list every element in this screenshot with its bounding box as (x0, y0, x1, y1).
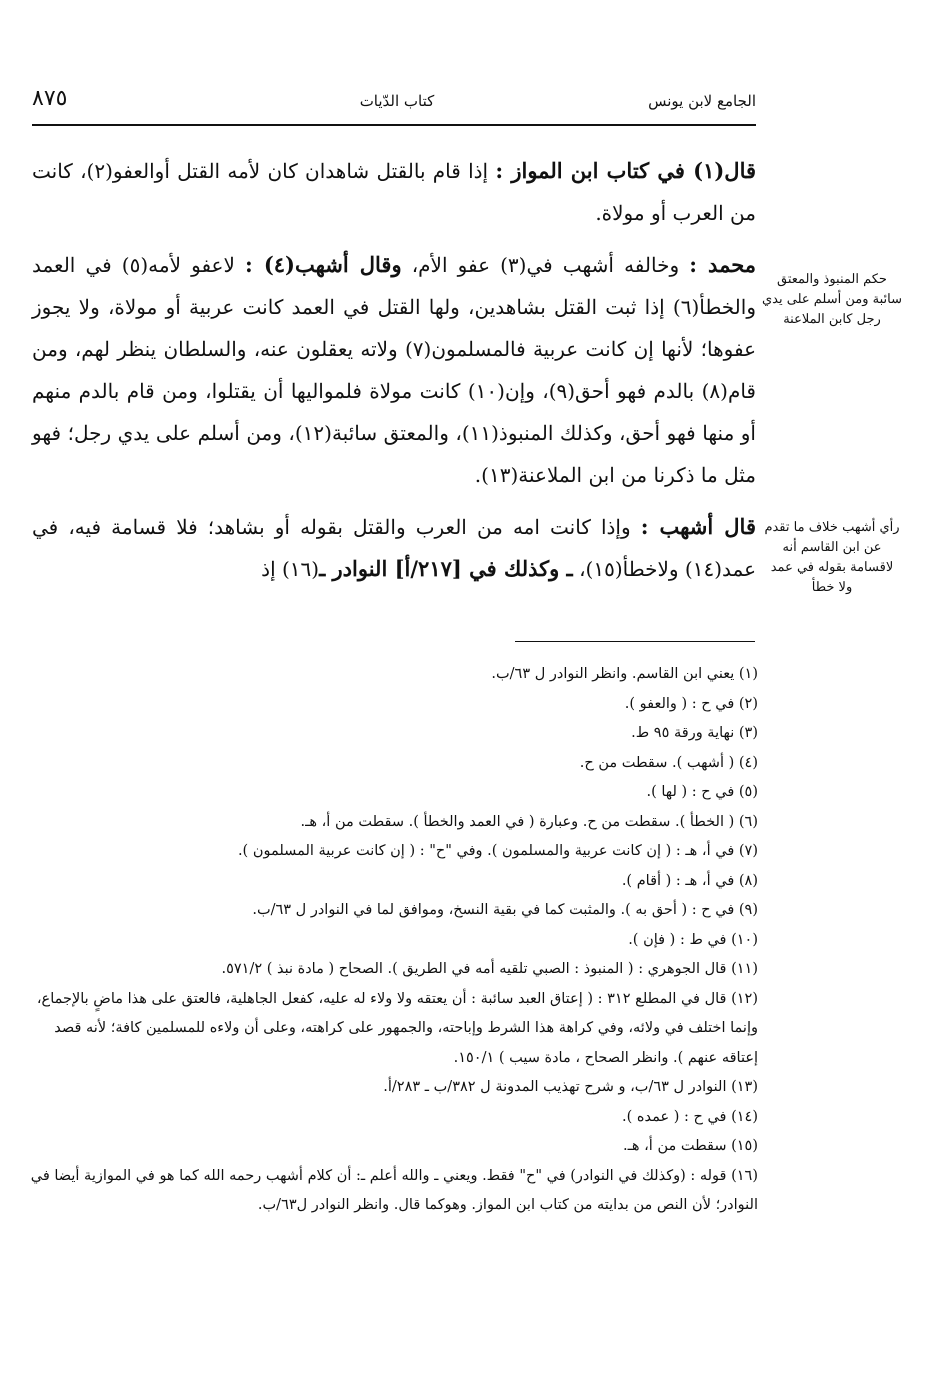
margin-note-1: حكم المنبوذ والمعتق سائبة ومن أسلم على يدي رجل كابن الملاعنة (761, 272, 902, 327)
paragraph-2-text-2: لاعفو لأمه(٥) في العمد والخطأ(٦) إذا ثبت القتل بشاهدين، ولها القتل في العمد كانت عربية أو مولاة، ولا يجوز عفوها؛ لأنها إن كانت عربية فالمسلمون(٧) ولاته يعقلون عنه، والسلطان ينظر لهم، ومن قام(٨) بالدم فهو أحق(٩)، وإن(١٠) كانت مولاة فلمواليها أن يقتلوا، ومن قام بالدم منهم أو منها فهو أحق، وكذلك المنبوذ(١١)، والمعتق سائبة(١٢)، ومن أسلم على يدي رجل؛ فهو مثل ما ذكرنا من ابن الملاعنة(١٣). (32, 253, 757, 487)
paragraph-2-lead: محمد : (689, 252, 757, 277)
footnotes (28, 660, 758, 1221)
footnote: (٣) نهاية ورقة ٩٥ ط. (631, 725, 758, 741)
footnote: (٢) في ح : ( والعفو ). (624, 695, 758, 712)
footnote: (٨) في أ، هـ : ( أقام ). (621, 872, 758, 889)
footnote: (٧) في أ، هـ : ( إن كانت عربية والمسلمون ). وفي "ح" : ( إن كانت عربية المسلمون ). (237, 843, 758, 859)
footnote: (٤) ( أشهب ). سقطت من ح. (579, 754, 758, 771)
paragraph-3-text-2: (١٦) إذ (261, 557, 320, 581)
footnote: (١١) قال الجوهري : ( المنبوذ : الصبي تلقيه أمه في الطريق ). الصحاح ( مادة نبذ ) ٥٧١/٢. (221, 961, 758, 977)
paragraph-2-text-1: وخالفه أشهب في(٣) عفو الأم، (401, 253, 690, 277)
page-header (32, 86, 756, 122)
footnote-rule (515, 641, 755, 642)
paragraph-3 (32, 506, 756, 590)
paragraph-2-lead-2: وقال أشهب(٤) : (245, 252, 402, 277)
header-book-title: الجامع لابن يونس (648, 92, 756, 110)
footnote: (١٥) سقطت من أ، هـ. (623, 1138, 758, 1154)
paragraph-1-lead: قال(١) في كتاب ابن المواز : (495, 158, 757, 183)
footnote: (١٠) في ط : ( فإن ). (628, 931, 758, 948)
footnote: (١٤) في ح : ( عمده ). (622, 1108, 758, 1125)
paragraph-3-text-1: وإذا كانت امه من العرب والقتل بقوله أو بشاهد؛ فلا قسامة فيه، في عمد(١٤) ولاخطأ(١٥)، (32, 515, 756, 581)
paragraph-1 (32, 150, 756, 234)
header-chapter-title: كتاب الدّيات (359, 92, 435, 110)
margin-note-2: رأي أشهب خلاف ما تقدم عن ابن القاسم أنه لاقسامة بقوله في عمد ولا خطأ (764, 520, 900, 595)
footnote: (٦) ( الخطأ ). سقطت من ح. وعبارة ( في العمد والخطأ ). سقطت من أ، هـ. (300, 813, 758, 830)
footnote: (١٣) النوادر ل ٦٣/ب، و شرح تهذيب المدونة ل ٣٨٢/ب ـ ٢٨٣/أ. (383, 1079, 758, 1095)
main-text (32, 150, 756, 600)
paragraph-1-text: إذا قام بالقتل شاهدان كان لأمه القتل أوالعفو(٢)، كانت من العرب أو مولاة. (32, 159, 756, 225)
paragraph-2 (32, 244, 756, 496)
footnote: (١٢) قال في المطلع ٣١٢ : ( إعتاق العبد سائبة : أن يعتقه ولا ولاء له عليه، كفعل الجاهلية، فالعتق على هذا ماضٍ بالإجماع، وإنما اختلف في ولائه، وفي كراهة هذا الشرط وإباحته، والجمهور على كراهته، وعلى أن ولاءه للمسلمين كافة؛ لأنه قصد إعتاقه عنهم ). وانظر الصحاح ، مادة سيب ) ١٥٠/١. (36, 990, 758, 1066)
footnote: (١) يعني ابن القاسم. وانظر النوادر ل ٦٣/ب. (491, 666, 758, 682)
header-rule (32, 124, 756, 126)
footnote: (٩) في ح : ( أحق به ). والمثبت كما في بقية النسخ، وموافق لما في النوادر ل ٦٣/ب. (252, 902, 758, 918)
page-number: ٨٧٥ (32, 86, 68, 111)
paragraph-3-lead: قال أشهب : (640, 514, 756, 539)
paragraph-3-lead-2: ـ وكذلك في [٢١٧/أ] النوادر ـ (319, 556, 573, 581)
footnote: (٥) في ح : ( لها ). (646, 784, 758, 800)
footnote: (١٦) قوله : (وكذلك في النوادر) في "ح" فقط. ويعني ـ والله أعلم ـ: أن كلام أشهب رحمه الله كما هو في الموازية أيضا في النوادر؛ لأن النص من بدايته من كتاب ابن المواز. وهوكما قال. وانظر النوادر ل٦٣/ب. (30, 1167, 758, 1213)
